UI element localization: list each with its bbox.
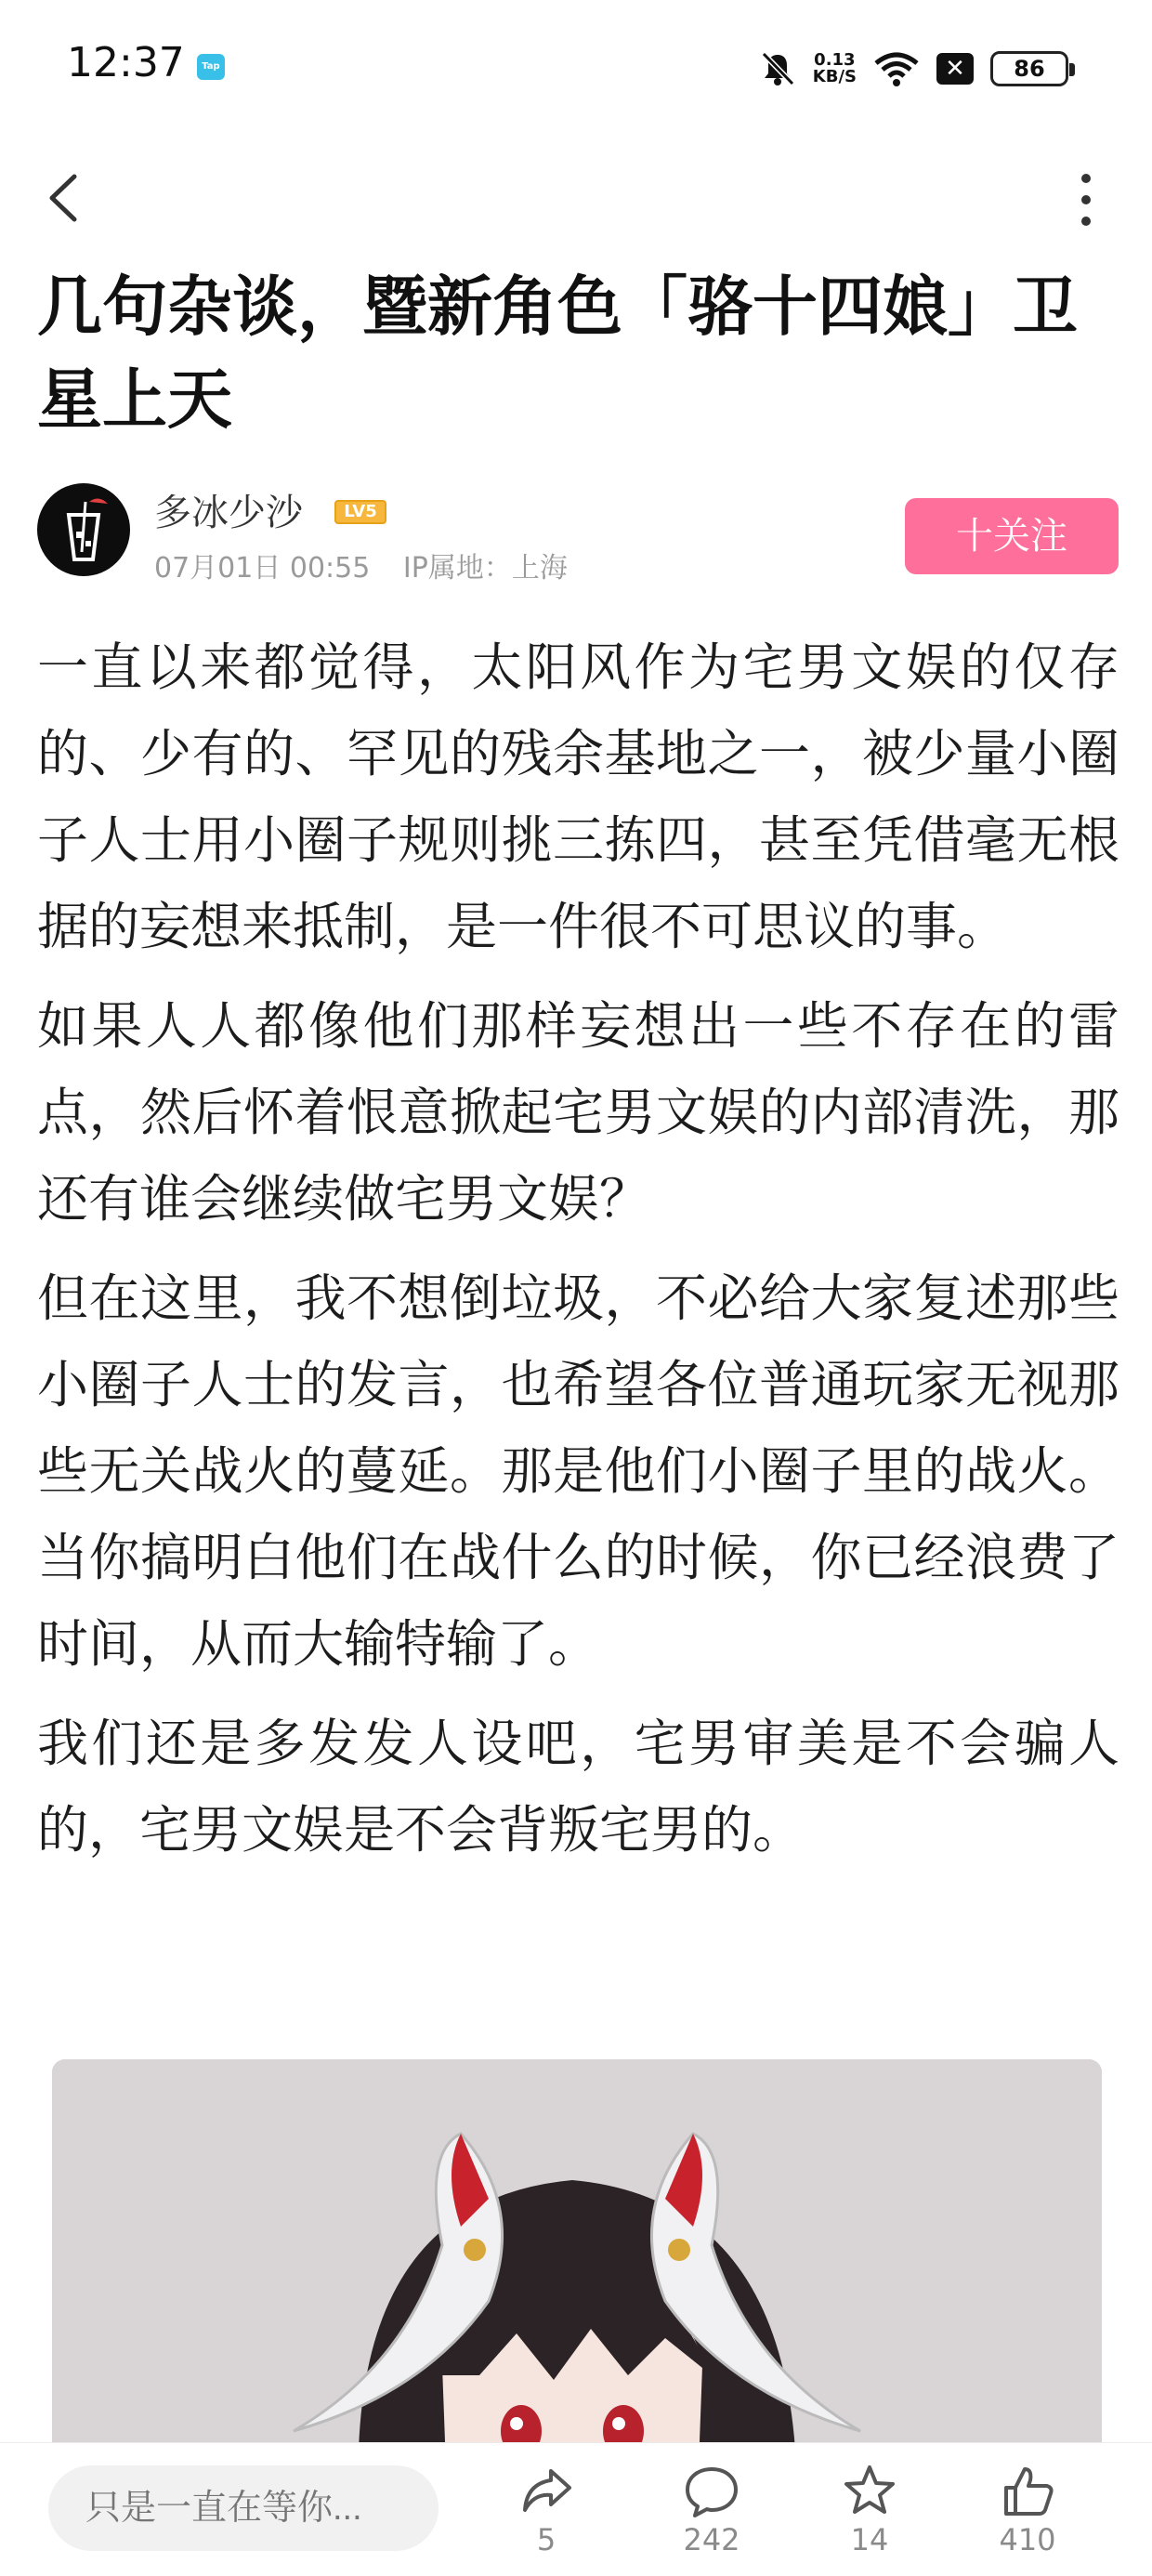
post-title: 几句杂谈，暨新角色「骆十四娘」卫星上天 [37,269,1078,438]
wifi-icon [873,50,920,87]
bottom-action-bar [0,2442,1152,2576]
paragraph: 一直以来都觉得，太阳风作为宅男文娱的仅存的、少有的、罕见的残余基地之一，被少量小圈子人士用小圈子规则挑三拣四，甚至凭借毫无根据的妄想来抵制，是一件很不可思议的事。 [37,637,1119,956]
comment-button[interactable] [656,2462,767,2573]
like-button[interactable] [972,2462,1083,2573]
avatar[interactable] [37,483,130,576]
favorite-count: 14 [850,2522,889,2557]
app-notification-icon: Tap [197,54,225,80]
level-badge: LV5 [334,500,386,524]
share-button[interactable] [491,2462,602,2573]
like-count: 410 [999,2522,1056,2557]
follow-button[interactable]: 十关注 [905,498,1119,574]
status-indicators [759,43,1068,95]
share-icon [517,2462,575,2519]
favorite-button[interactable] [814,2462,925,2573]
paragraph: 我们还是多发发人设吧，宅男审美是不会骗人的，宅男文娱是不会背叛宅男的。 [37,1714,1119,1860]
comment-count: 242 [683,2522,740,2557]
ip-location: IP属地：上海 [402,552,568,585]
post-meta [154,545,592,585]
mute-bell-icon [759,50,796,87]
sim-off-icon: ✕ [936,53,974,85]
status-bar [0,0,1152,139]
paragraph: 但在这里，我不想倒垃圾，不必给大家复述那些小圈子人士的发言，也希望各位普通玩家无视那些无关战火的蔓延。那是他们小圈子里的战火。当你搞明白他们在战什么的时候，你已经浪费了时间，从而大输特输了。 [37,1268,1119,1674]
star-icon [841,2462,898,2519]
battery-indicator: 86 [990,51,1068,86]
post-date: 07月01日 00:55 [154,552,371,585]
thumbs-up-icon [999,2462,1056,2519]
comment-input[interactable] [48,2465,439,2551]
share-count: 5 [536,2522,556,2557]
chevron-left-icon[interactable] [37,165,89,230]
more-vertical-icon[interactable] [1072,169,1100,230]
network-speed: 0.13 KB/S [812,50,857,86]
status-time: 12:37 [67,39,185,86]
author-name[interactable]: 多冰少沙 [154,492,303,534]
post-content [37,624,1119,1886]
comment-icon [683,2462,740,2519]
paragraph: 如果人人都像他们那样妄想出一些不存在的雷点，然后怀着恨意掀起宅男文娱的内部清洗，那还有谁会继续做宅男文娱？ [37,996,1119,1229]
avatar-drink-icon [37,483,130,576]
